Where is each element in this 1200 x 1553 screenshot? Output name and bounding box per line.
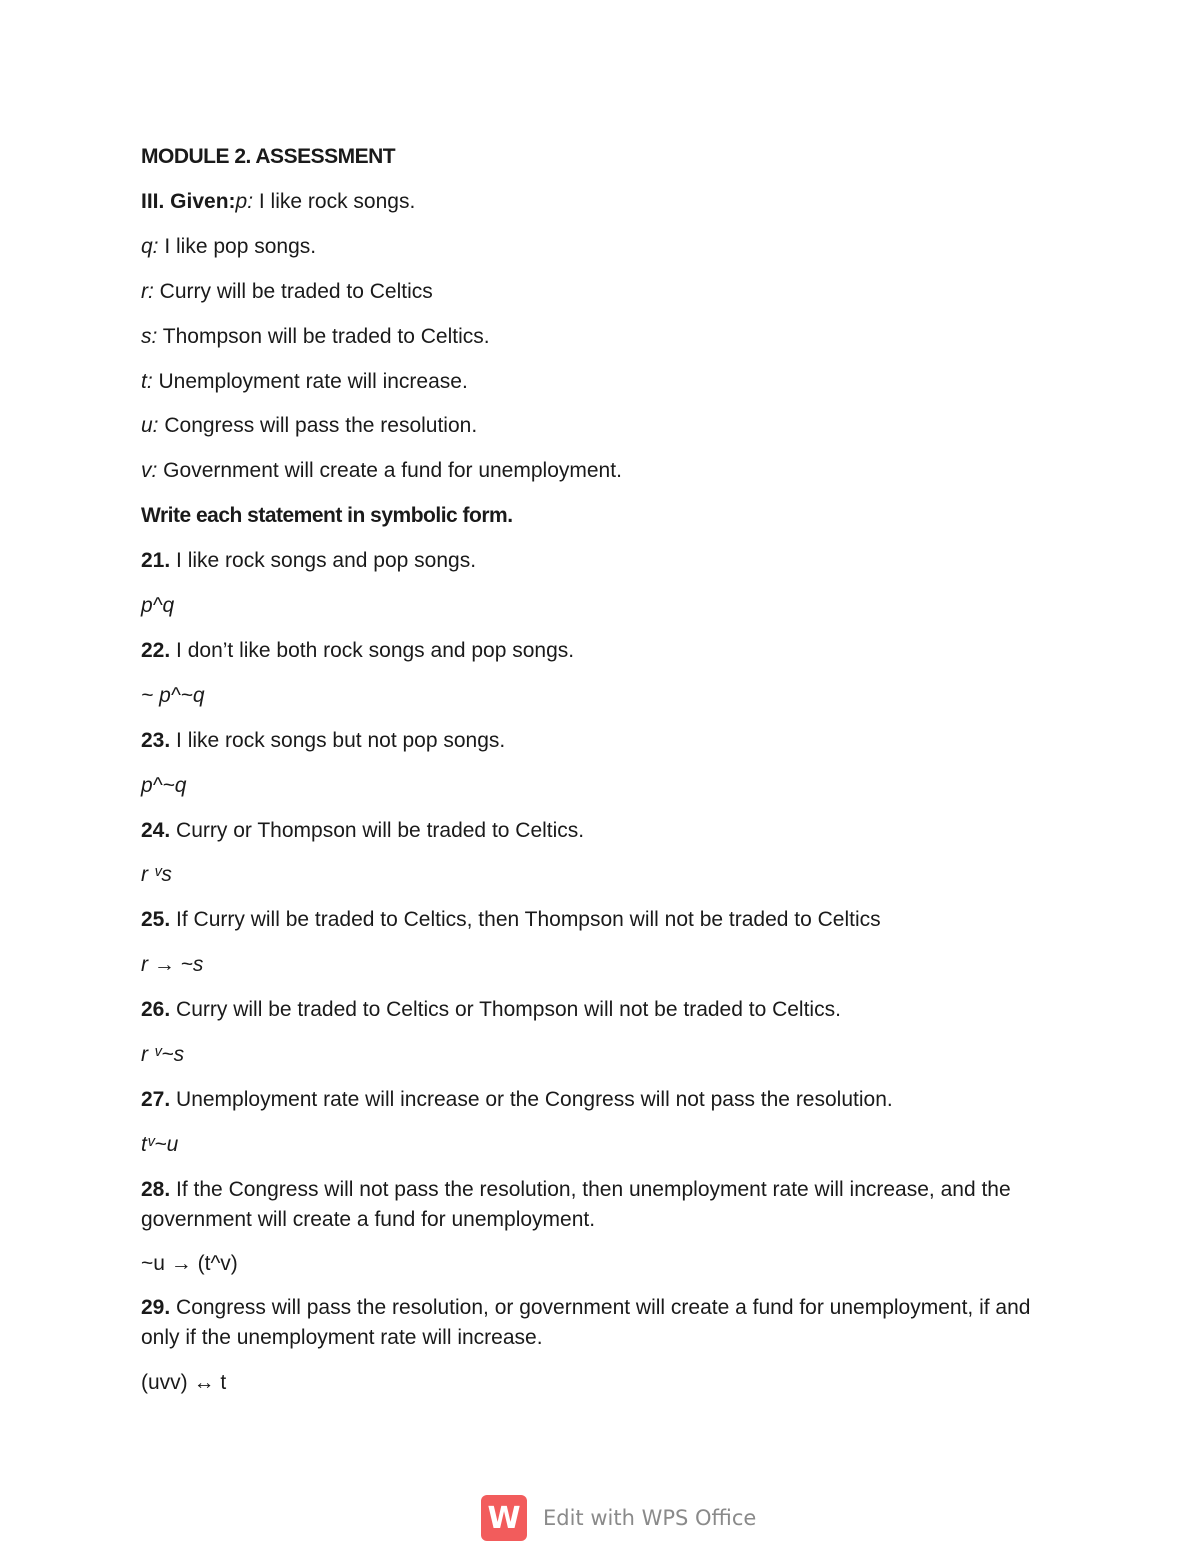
question-29: 29. Congress will pass the resolution, or government will create a fund for unemployment, if and only if the unemployment rate will increase. — [141, 1296, 1031, 1349]
instruction: Write each statement in symbolic form. — [141, 504, 513, 527]
answer-24: r ᵛs — [141, 863, 172, 886]
given-line-v: v: Government will create a fund for unemployment. — [141, 459, 622, 482]
given-line-u: u: Congress will pass the resolution. — [141, 414, 478, 437]
wps-logo-icon: W — [481, 1495, 527, 1541]
question-21: 21. I like rock songs and pop songs. — [141, 549, 477, 572]
module-title: MODULE 2. ASSESSMENT — [141, 145, 396, 168]
question-27: 27. Unemployment rate will increase or the Congress will not pass the resolution. — [141, 1088, 893, 1111]
given-label: III. Given: — [141, 190, 236, 213]
answer-26: r ᵛ~s — [141, 1043, 185, 1066]
answer-25: r → ~s — [141, 953, 204, 976]
question-28: 28. If the Congress will not pass the resolution, then unemployment rate will increase, and the government will create a fund for unemployment. — [141, 1178, 1011, 1231]
question-24: 24. Curry or Thompson will be traded to Celtics. — [141, 819, 585, 842]
wps-edit-banner[interactable] — [481, 1494, 756, 1542]
answer-22: ~ p^~q — [141, 684, 205, 707]
wps-edit-text: Edit with WPS Office — [543, 1506, 757, 1530]
given-line-q: q: I like pop songs. — [141, 235, 317, 258]
given-line-t: t: Unemployment rate will increase. — [141, 370, 468, 393]
answer-29: (uvv) ↔ t — [141, 1371, 227, 1394]
answer-27: tᵛ~u — [141, 1133, 179, 1156]
given-line-s: s: Thompson will be traded to Celtics. — [141, 325, 490, 348]
question-25: 25. If Curry will be traded to Celtics, then Thompson will not be traded to Celtics — [141, 908, 881, 931]
given-line-p: III. Given:p: I like rock songs. — [141, 190, 416, 213]
question-26: 26. Curry will be traded to Celtics or Thompson will not be traded to Celtics. — [141, 998, 841, 1021]
given-line-r: r: Curry will be traded to Celtics — [141, 280, 433, 303]
question-22: 22. I don’t like both rock songs and pop songs. — [141, 639, 575, 662]
answer-28: ~u → (t^v) — [141, 1252, 238, 1275]
question-23: 23. I like rock songs but not pop songs. — [141, 729, 506, 752]
answer-21: p^q — [141, 594, 175, 617]
answer-23: p^~q — [141, 774, 187, 797]
